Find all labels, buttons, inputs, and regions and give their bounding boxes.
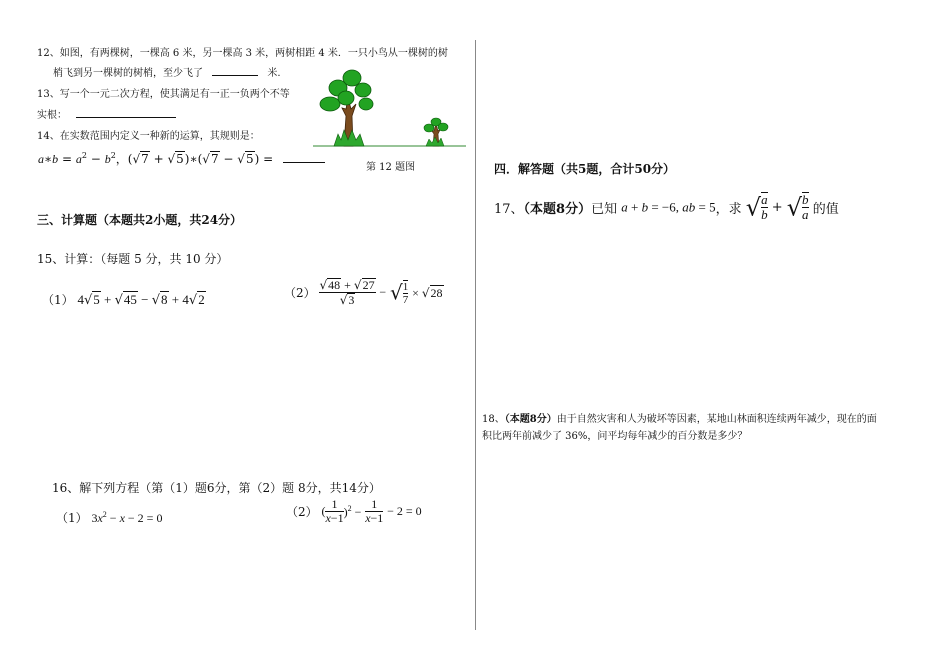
q13-line2-text: 实根： — [37, 110, 67, 121]
q18-points: （本题8分） — [504, 414, 557, 425]
q17-text-b: ，求 — [715, 201, 742, 217]
q17-points: （本题8分） — [523, 201, 592, 217]
q15-p1-label: （1） — [42, 293, 74, 307]
section3-title: 三、计算题（本题共2小题，共24分） — [37, 213, 243, 227]
q12-line2 — [53, 64, 281, 79]
q18-text1: 由于自然灾害和人为破坏等因素，某地山林面积连续两年减少，现在的面 — [556, 414, 877, 425]
q12-line1: 12、如图，有两棵树，一棵高 6 米，另一棵高 3 米，两树相距 4 米．一只小鸟从一棵树的树 — [37, 48, 448, 59]
q17-line: 17、（本题8分）已知 a + b = −6, ab = 5，求 √ $\frac{a}{b}$ + √ $\frac{b}{a}$ 的值 — [494, 192, 839, 223]
q16-part2: （2） ( $\frac{1}{x-1}$ )$^2$ − $\frac{1}{x-1}$ − 2 = 0 — [286, 497, 422, 526]
q15-part1: （1） 4√5 + √45 − √8 + 4√2 — [42, 292, 205, 308]
q12-answer-blank — [212, 65, 258, 76]
q17-text-a: 已知 — [591, 201, 618, 217]
q14-line1: 14、在实数范围内定义一种新的运算，其规则是： — [37, 131, 260, 142]
q16-p2-label: （2） — [286, 505, 318, 520]
q12-line2-text: 梢飞到另一棵树的树梢，至少飞了 — [53, 68, 203, 79]
q16-part1: （1） $3x^2 - x - 2 = 0$ — [56, 510, 163, 525]
q12-tree-figure — [308, 68, 468, 153]
q15-p2-label: （2） — [284, 286, 316, 301]
q12-figure-caption: 第 12 题图 — [366, 162, 416, 173]
q16-p1-label: （1） — [56, 511, 88, 525]
q13-answer-blank — [76, 107, 176, 118]
small-tree-grass — [426, 137, 444, 146]
q16-title: 16、解下列方程（第（1）题6分，第（2）题 8分，共14分） — [52, 481, 381, 495]
column-divider — [475, 40, 476, 630]
q14-answer-blank — [283, 152, 325, 163]
section4-title: 四．解答题（共5题，合计50分） — [494, 162, 676, 176]
q13-line2 — [37, 106, 176, 121]
q18-prefix: 18、 — [482, 414, 505, 425]
q17-prefix: 17、 — [494, 201, 524, 217]
q14-formula: a∗b = $a^2 - b^2$，(√7 + √5)∗(√7 − √5) = — [38, 150, 325, 167]
q13-line1: 13、写一个一元二次方程，使其满足有一正一负两个不等 — [37, 89, 290, 100]
q15-part2: （2） $\frac{√48 + √27}{√3}$ − √ $\frac{1}{7}$ × √28 — [284, 278, 443, 308]
q12-line2-unit: 米. — [267, 68, 281, 79]
q18-line1 — [482, 410, 877, 425]
q17-text-c: 的值 — [812, 201, 839, 217]
big-tree-leaves — [320, 70, 373, 111]
q18-line2: 积比两年前减少了 36%，问平均每年减少的百分数是多少？ — [482, 431, 748, 442]
q15-title: 15、计算：（每题 5 分，共 10 分） — [37, 252, 229, 266]
